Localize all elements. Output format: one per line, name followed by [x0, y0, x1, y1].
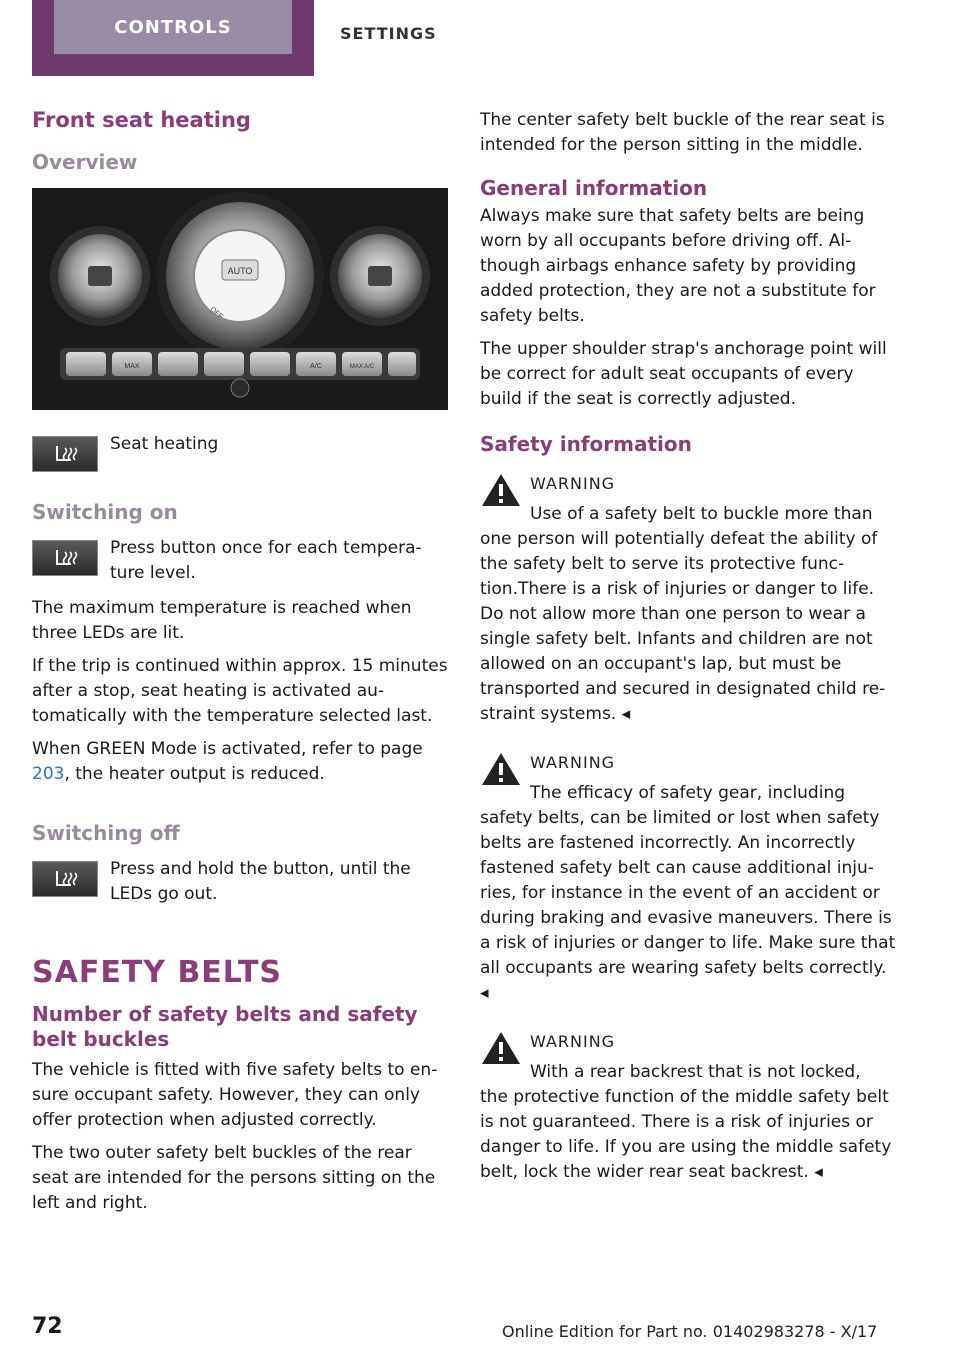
switching-off-heading: Switching off	[32, 821, 180, 845]
right-column	[480, 108, 898, 1193]
seat-heating-icon	[32, 861, 98, 897]
belts-paragraph-1: The vehicle is fitted with five safety belts to ensure occupant safety. However, they can only offer protection when adjusted correctly.	[32, 1060, 438, 1130]
max-button-label: MAX	[124, 363, 140, 370]
off-label: OFF	[208, 306, 224, 321]
general-paragraph-1: Always make sure that safety belts are being worn by all occupants before driving off. Although airbags enhance safety by providing added protection, they are not a substitute for safety belts.	[480, 206, 876, 326]
overview-heading: Overview	[32, 150, 138, 174]
green-mode-paragraph	[32, 737, 448, 787]
warning-triangle-icon	[480, 1030, 522, 1066]
left-column	[32, 108, 448, 1224]
warning-1	[480, 472, 898, 527]
warning-1-text: one person will potentially defeat the ability of the safety belt to serve its protective function.There is a risk of injuries or danger to life. Do not allow more than one person to wear a single safety belt. Infants and children are not allowed on an occupant's lap, but must be transported and secured in designated child restraint systems. ◂	[480, 529, 886, 724]
switching-on-row	[32, 536, 448, 586]
green-mode-text-b: , the heater output is reduced.	[64, 764, 325, 784]
center-buckle-paragraph: The center safety belt buckle of the rear seat is intended for the person sitting in the middle.	[480, 110, 885, 155]
climate-control-photo	[32, 188, 448, 410]
warning-2-first-line: The efficacy of safety gear, including	[530, 783, 846, 803]
safety-information-heading: Safety information	[480, 432, 692, 456]
header-tab-settings: SETTINGS	[340, 24, 437, 43]
page-number: 72	[32, 1314, 63, 1339]
warning-1-label: WARNING	[530, 474, 616, 493]
page-link-203[interactable]: 203	[32, 764, 65, 784]
warning-1-first-line: Use of a safety belt to buckle more than	[530, 504, 873, 524]
front-seat-heating-title: Front seat heating	[32, 108, 251, 132]
switching-off-text: Press and hold the button, until the LEDs go out.	[110, 859, 411, 904]
max-temp-paragraph: The maximum temperature is reached when three LEDs are lit.	[32, 598, 412, 643]
footer-edition: Online Edition for Part no. 01402983278 - X/17	[502, 1322, 878, 1341]
warning-3-first-line: With a rear backrest that is not locked,	[530, 1062, 861, 1082]
switching-on-text: Press button once for each temperature level.	[110, 538, 422, 583]
warning-triangle-icon	[480, 751, 522, 787]
max-ac-button-label: MAX A/C	[349, 364, 375, 370]
green-mode-text-a: When GREEN Mode is activated, refer to page	[32, 739, 423, 759]
belts-count-heading: Number of safety belts and safety belt buckles	[32, 1002, 418, 1051]
belts-paragraph-2: The two outer safety belt buckles of the rear seat are intended for the persons sitting on the left and right.	[32, 1143, 436, 1213]
warning-3-label: WARNING	[530, 1032, 616, 1051]
warning-2-label: WARNING	[530, 753, 616, 772]
trip-continued-paragraph: If the trip is continued within approx. 15 minutes after a stop, seat heating is activated automatically with the temperature selected last.	[32, 656, 448, 726]
tab-controls-label: CONTROLS	[54, 0, 292, 54]
safety-belts-section-title: SAFETY BELTS	[32, 955, 283, 990]
switching-on-heading: Switching on	[32, 500, 178, 524]
seat-heating-legend	[32, 432, 448, 472]
warning-2-text: safety belts, can be limited or lost when safety belts are fastened incorrectly. An incorrectly fastened safety belt can cause additional injuries, for instance in the event of an accident or during braking and evasive maneuvers. There is a risk of injuries or danger to life. Make sure that all occupants are wearing safety belts correctly. ◂	[480, 808, 896, 1003]
warning-3-text: the protective function of the middle safety belt is not guaranteed. There is a risk of injuries or danger to life. If you are using the middle safety belt, lock the wider rear seat backrest. ◂	[480, 1087, 892, 1182]
general-paragraph-2: The upper shoulder strap's anchorage point will be correct for adult seat occupants of every build if the seat is correctly adjusted.	[480, 339, 887, 409]
auto-label: AUTO	[227, 266, 253, 276]
seat-heating-icon	[32, 540, 98, 576]
climate-panel-illustration	[32, 188, 448, 410]
ac-button-label: A/C	[310, 363, 322, 370]
general-information-heading: General information	[480, 176, 708, 200]
warning-triangle-icon	[480, 472, 522, 508]
warning-2	[480, 751, 898, 806]
header-tab-controls	[32, 0, 314, 76]
warning-3	[480, 1030, 898, 1085]
seat-heating-icon	[32, 436, 98, 472]
seat-heating-label: Seat heating	[110, 434, 219, 454]
switching-off-row	[32, 857, 448, 907]
